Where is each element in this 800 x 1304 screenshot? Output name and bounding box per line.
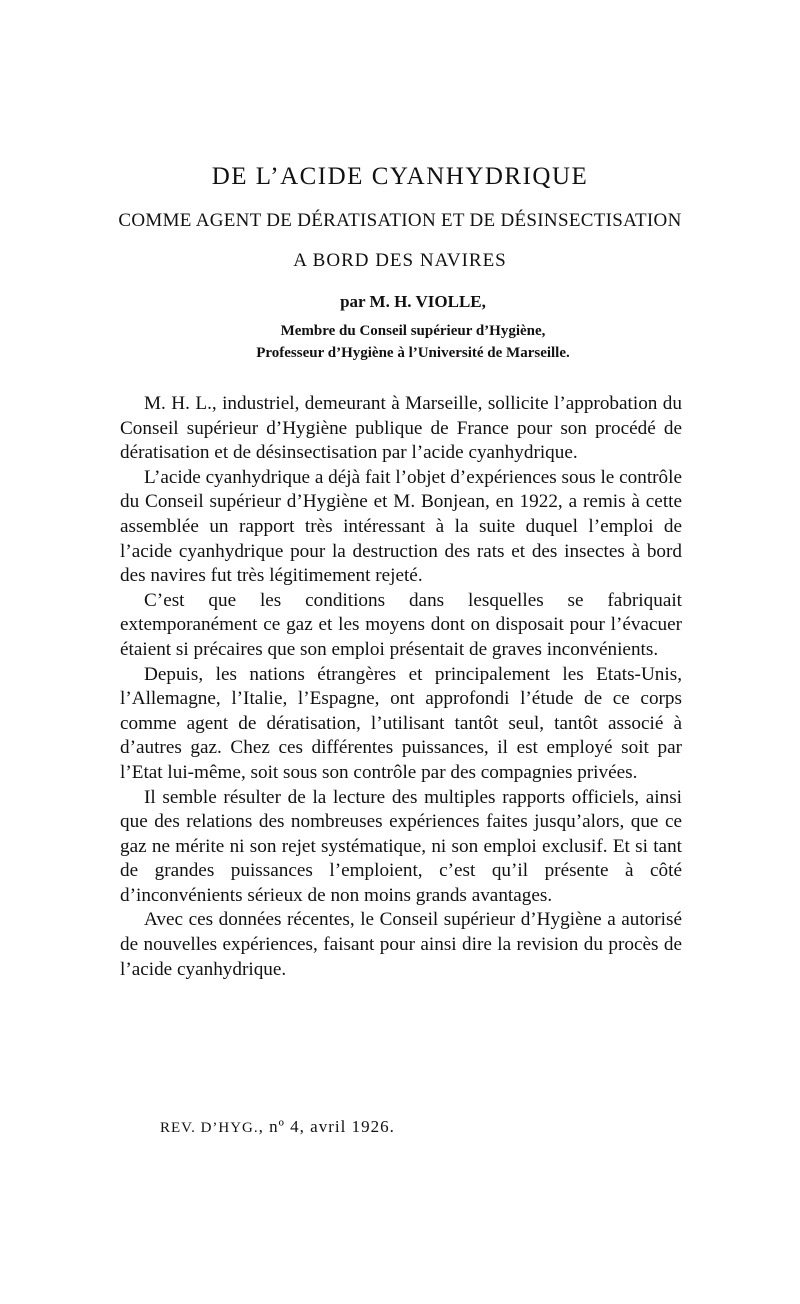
journal-footer — [160, 1117, 395, 1137]
article-title: DE L’ACIDE CYANHYDRIQUE — [211, 163, 589, 190]
paragraph: Depuis, les nations étrangères et principalement les Etats-Unis, l’Allemagne, l’Italie, l’Espagne, ont approfondi l’étude de ce corps comme agent de dératisation, l’utilisant tantôt seul, tantôt associé à d’autres gaz. Chez ces différentes puissances, il est employé soit par l’Etat lui-même, soit sous son contrôle par des compagnies privées. — [120, 663, 682, 783]
paragraph: Il semble résulter de la lecture des multiples rapports officiels, ainsi que des relations des nombreuses expériences faites jusqu’alors, que ce gaz ne mérite ni son rejet systématique, ni son emploi exclusif. Et si tant de grandes puissances l’emploient, c’est qu’il présente à côté d’inconvénients sérieux de non moins grands avantages. — [120, 786, 682, 906]
article-subtitle-line2: A BORD DES NAVIRES — [293, 250, 507, 271]
article-body — [120, 392, 682, 982]
journal-name: REV. D’HYG. — [160, 1120, 259, 1136]
author-affiliation-2: Professeur d’Hygiène à l’Université de Marseille. — [256, 345, 570, 361]
paragraph: M. H. L., industriel, demeurant à Marseille, sollicite l’approbation du Conseil supérieur d’Hygiène publique de France pour son procédé de dératisation et de désinsectisation par l’acide cyanhydrique. — [120, 393, 682, 464]
author-line: par M. H. VIOLLE, — [340, 292, 486, 311]
paragraph: C’est que les conditions dans lesquelles se fabriquait extemporanément ce gaz et les moyens dont on disposait pour l’évacuer étaient si précaires que son emploi présentait de graves inconvénients. — [120, 589, 682, 660]
paragraph: Avec ces données récentes, le Conseil supérieur d’Hygiène a autorisé de nouvelles expériences, faisant pour ainsi dire la revision du procès de l’acide cyanhydrique. — [120, 909, 682, 980]
article-subtitle: COMME AGENT DE DÉRATISATION ET DE DÉSINSECTISATION — [118, 210, 682, 231]
paragraph: L’acide cyanhydrique a déjà fait l’objet d’expériences sous le contrôle du Conseil supérieur d’Hygiène et M. Bonjean, en 1922, a remis à cette assemblée un rapport très intéressant à la suite duquel l’emploi de l’acide cyanhydrique pour la destruction des rats et des insectes à bord des navires fut très légitimement rejeté. — [120, 466, 682, 587]
journal-issue: , nº 4, avril 1926. — [258, 1117, 395, 1136]
author-affiliation-1: Membre du Conseil supérieur d’Hygiène, — [280, 323, 546, 339]
